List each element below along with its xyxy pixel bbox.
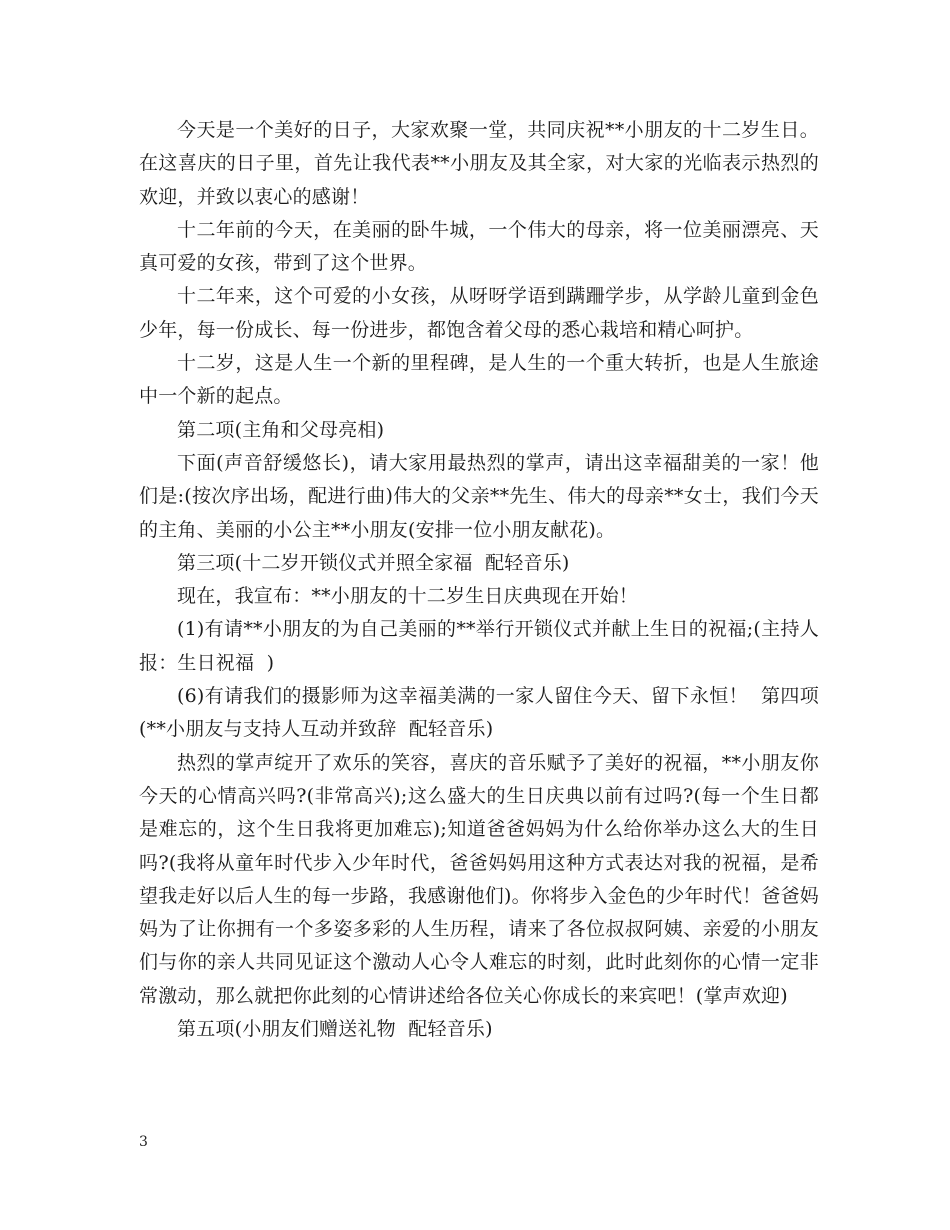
- paragraph-twelve-years-ago: 十二年前的今天，在美丽的卧牛城，一个伟大的母亲，将一位美丽漂亮、天真可爱的女孩，带到了这个世界。: [139, 218, 819, 275]
- paragraph-announcement: 现在，我宣布：**小朋友的十二岁生日庆典现在开始！: [177, 585, 639, 608]
- section-heading-item-three: 第三项(十二岁开锁仪式并照全家福 配轻音乐): [177, 551, 570, 574]
- section-heading-item-two: 第二项(主角和父母亮相): [177, 418, 385, 441]
- paragraph-interaction-speech: 热烈的掌声绽开了欢乐的笑容，喜庆的音乐赋予了美好的祝福，**小朋友你今天的心情高兴吗?(非常高兴);这么盛大的生日庆典以前有过吗?(每一个生日都是难忘的，这个生日我将更加难忘);知道爸爸妈妈为什么给你举办这么大的生日吗?(我将从童年时代步入少年时代，爸爸妈妈用这种方式表达对我的祝福，是希望我走好以后人生的每一步路，我感谢他们)。你将步入金色的少年时代！爸爸妈妈为了让你拥有一个多姿多彩的人生历程，请来了各位叔叔阿姨、亲爱的小朋友们与你的亲人共同见证这个激动人心令人难忘的时刻，此时此刻你的心情一定非常激动，那么就把你此刻的心情讲述给各位关心你成长的来宾吧！(掌声欢迎): [139, 751, 819, 1007]
- paragraph-photographer: (6)有请我们的摄影师为这幸福美满的一家人留住今天、留下永恒！ 第四项(**小朋友与支持人互动并致辞 配轻音乐): [139, 685, 819, 741]
- section-heading-item-five: 第五项(小朋友们赠送礼物 配轻音乐): [177, 1018, 493, 1041]
- document-body: [139, 114, 819, 1046]
- paragraph-unlock-ceremony: (1)有请**小朋友的为自己美丽的**举行开锁仪式并献上生日的祝福;(主持人报：生日祝福 ): [139, 618, 819, 674]
- paragraph-milestone: 十二岁，这是人生一个新的里程碑，是人生的一个重大转折，也是人生旅途中一个新的起点。: [139, 352, 819, 408]
- page-number: 3: [139, 1134, 148, 1150]
- paragraph-opening-welcome: 今天是一个美好的日子，大家欢聚一堂，共同庆祝**小朋友的十二岁生日。在这喜庆的日子里，首先让我代表**小朋友及其全家，对大家的光临表示热烈的欢迎，并致以衷心的感谢！: [139, 119, 819, 208]
- paragraph-twelve-years-growth: 十二年来，这个可爱的小女孩，从呀呀学语到蹒跚学步，从学龄儿童到金色少年，每一份成长、每一份进步，都饱含着父母的悉心栽培和精心呵护。: [139, 285, 819, 341]
- paragraph-family-entrance: 下面(声音舒缓悠长)，请大家用最热烈的掌声，请出这幸福甜美的一家！他们是:(按次序出场，配进行曲)伟大的父亲**先生、伟大的母亲**女士，我们今天的主角、美丽的小公主**小朋友(安排一位小朋友献花)。: [139, 451, 819, 541]
